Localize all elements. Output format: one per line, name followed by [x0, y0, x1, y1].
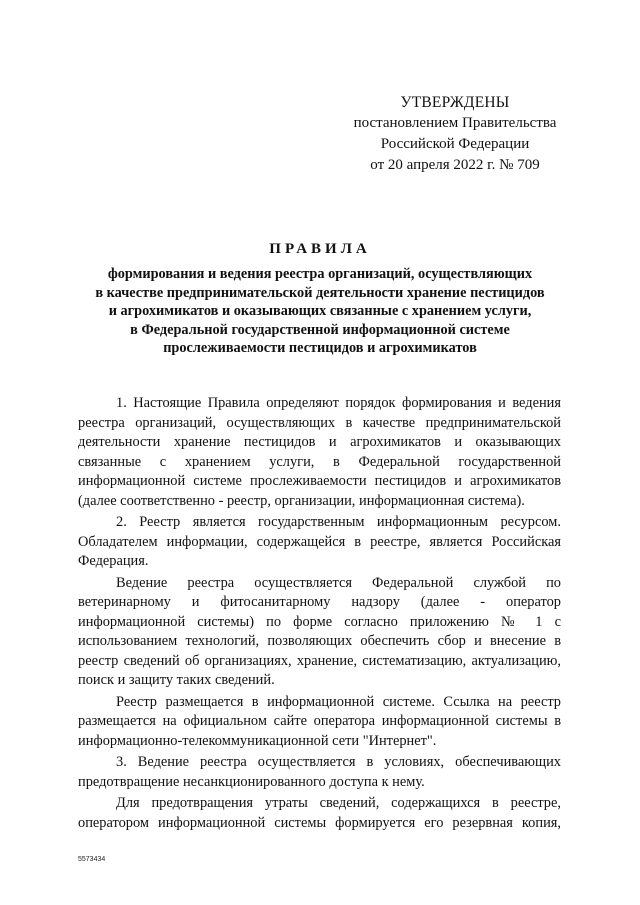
approval-line: постановлением Правительства	[353, 115, 557, 131]
paragraph-3: Ведение реестра осуществляется Федеральной службой по ветеринарному и фитосанитарному надзору (далее - оператор информационной системы) по форме согласно приложению № 1 с использованием технологий, позволяющих обеспечить сбор и внесение в реестр сведений об организациях, хранение, систематизацию, актуализацию, поиск и защиту таких сведений.	[78, 574, 561, 688]
document-body	[78, 394, 561, 835]
subtitle-line: формирования и ведения реестра организаций, осуществляющих	[107, 266, 533, 282]
approval-line: Российской Федерации	[380, 136, 530, 152]
approval-line: от 20 апреля 2022 г. № 709	[370, 157, 540, 173]
paragraph-1: 1. Настоящие Правила определяют порядок формирования и ведения реестра организаций, осуществляющих в качестве предпринимательской деятельности хранение пестицидов и агрохимикатов и оказывающих связанные с хранением услуги, в Федеральной государственной информационной системе прослеживаемости пестицидов и агрохимикатов (далее соответственно - реестр, организации, информационная система).	[78, 395, 561, 509]
subtitle-line: в качестве предпринимательской деятельности хранение пестицидов	[95, 284, 545, 301]
document-subtitle	[60, 265, 580, 358]
document-title: ПРАВИЛА	[269, 241, 371, 257]
footer-document-code: 5573434	[78, 856, 106, 863]
paragraph-4: Реестр размещается в информационной системе. Ссылка на реестр размещается на официальном сайте оператора информационной системы в информационно-телекоммуникационной сети "Интернет".	[78, 693, 561, 749]
subtitle-line: в Федеральной государственной информационной системе	[130, 321, 510, 338]
subtitle-line: и агрохимикатов и оказывающих связанные с хранением услуги,	[108, 303, 532, 319]
approval-stamp: УТВЕРЖДЕНЫ	[400, 94, 510, 111]
paragraph-5: 3. Ведение реестра осуществляется в условиях, обеспечивающих предотвращение несанкционированного доступа к нему.	[78, 754, 561, 790]
approval-block	[340, 92, 570, 176]
paragraph-2: 2. Реестр является государственным информационным ресурсом. Обладателем информации, содержащейся в реестре, является Российская Федерация.	[78, 514, 561, 569]
paragraph-6: Для предотвращения утраты сведений, содержащихся в реестре, оператором информационной системы формируется его резервная копия,	[78, 795, 561, 831]
subtitle-line: прослеживаемости пестицидов и агрохимикатов	[163, 340, 477, 356]
